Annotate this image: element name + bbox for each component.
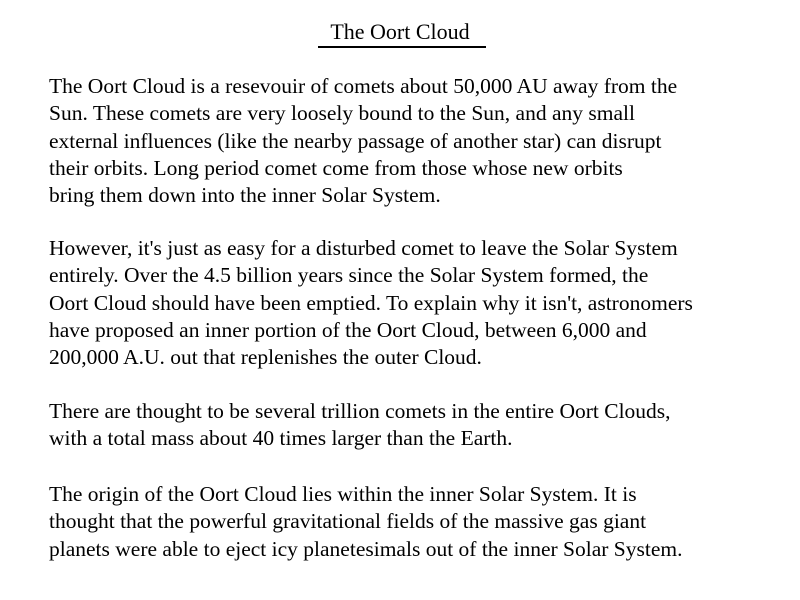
paragraph-inner-oort-cloud <box>49 235 693 371</box>
paragraph-line: The origin of the Oort Cloud lies within the inner Solar System. It is <box>49 482 637 506</box>
paragraph-line: external influences (like the nearby passage of another star) can disrupt <box>49 128 662 153</box>
paragraph-line: their orbits. Long period comet come from those whose new orbits <box>49 155 623 180</box>
paragraph-oort-cloud-definition <box>49 73 677 209</box>
title-underline <box>318 46 486 48</box>
paragraph-line: Sun. These comets are very loosely bound to the Sun, and any small <box>49 101 635 126</box>
paragraph-line: bring them down into the inner Solar System. <box>49 183 441 208</box>
paragraph-line: Oort Cloud should have been emptied. To explain why it isn't, astronomers <box>49 290 693 315</box>
paragraph-origin <box>49 481 682 563</box>
paragraph-line: thought that the powerful gravitational fields of the massive gas giant <box>49 509 647 534</box>
paragraph-line: 200,000 A.U. out that replenishes the outer Cloud. <box>49 345 482 370</box>
paragraph-line: with a total mass about 40 times larger than the Earth. <box>49 426 513 451</box>
paragraph-line: There are thought to be several trillion comets in the entire Oort Clouds, <box>49 399 671 423</box>
paragraph-line: entirely. Over the 4.5 billion years since the Solar System formed, the <box>49 263 649 288</box>
paragraph-line: However, it's just as easy for a disturbed comet to leave the Solar System <box>49 236 678 260</box>
paragraph-line: have proposed an inner portion of the Oort Cloud, between 6,000 and <box>49 317 647 342</box>
page-title: The Oort Cloud <box>330 19 470 44</box>
paragraph-comet-count <box>49 398 671 453</box>
paragraph-line: planets were able to eject icy planetesimals out of the inner Solar System. <box>49 536 683 561</box>
paragraph-line: The Oort Cloud is a resevouir of comets about 50,000 AU away from the <box>49 74 678 98</box>
